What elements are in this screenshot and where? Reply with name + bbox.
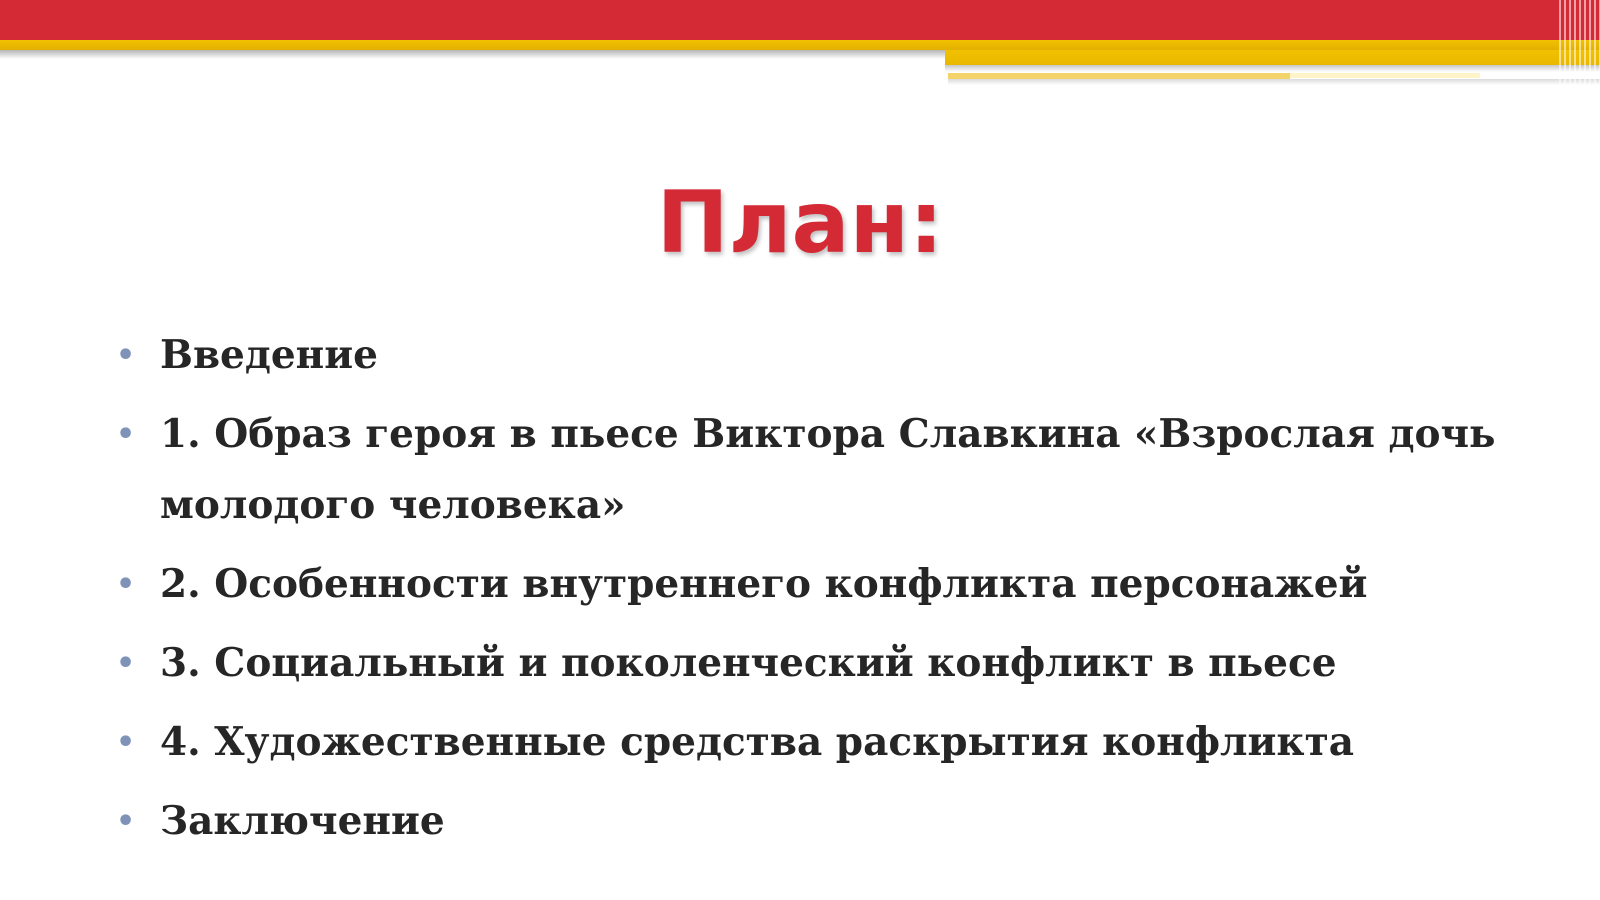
bullet-icon: •: [116, 417, 136, 452]
bullet-icon: •: [116, 338, 136, 373]
plan-item-text: 1. Образ героя в пьесе Виктора Славкина «Взрослая дочь молодого человека»: [160, 411, 1496, 528]
plan-item-conclusion: [112, 786, 1552, 857]
bullet-icon: •: [116, 725, 136, 760]
bullet-icon: •: [116, 567, 136, 602]
plan-item-text: Заключение: [160, 798, 445, 844]
plan-item-3: [112, 628, 1552, 699]
header-yellow-band: [0, 40, 1600, 50]
header-red-band: [0, 0, 1600, 40]
bullet-icon: •: [116, 804, 136, 839]
header-thin-shadow: [948, 79, 1600, 85]
plan-list: [112, 320, 1552, 865]
plan-item-intro: [112, 320, 1552, 391]
plan-item-2: [112, 549, 1552, 620]
header-step-shadow: [945, 65, 1600, 72]
header-band-shadow: [0, 50, 945, 59]
plan-item-4: [112, 707, 1552, 778]
header-yellow-step: [945, 50, 1600, 65]
plan-item-text: 3. Социальный и поколенческий конфликт в пьесе: [160, 640, 1337, 686]
plan-item-text: 4. Художественные средства раскрытия конфликта: [160, 719, 1355, 765]
header-thin-light-stripe: [1290, 73, 1480, 78]
plan-item-1: [112, 399, 1552, 541]
plan-item-text: Введение: [160, 332, 378, 378]
plan-item-text: 2. Особенности внутреннего конфликта персонажей: [160, 561, 1368, 607]
bullet-icon: •: [116, 646, 136, 681]
slide-title: План:: [656, 173, 944, 273]
corner-stripes: [1556, 0, 1600, 85]
